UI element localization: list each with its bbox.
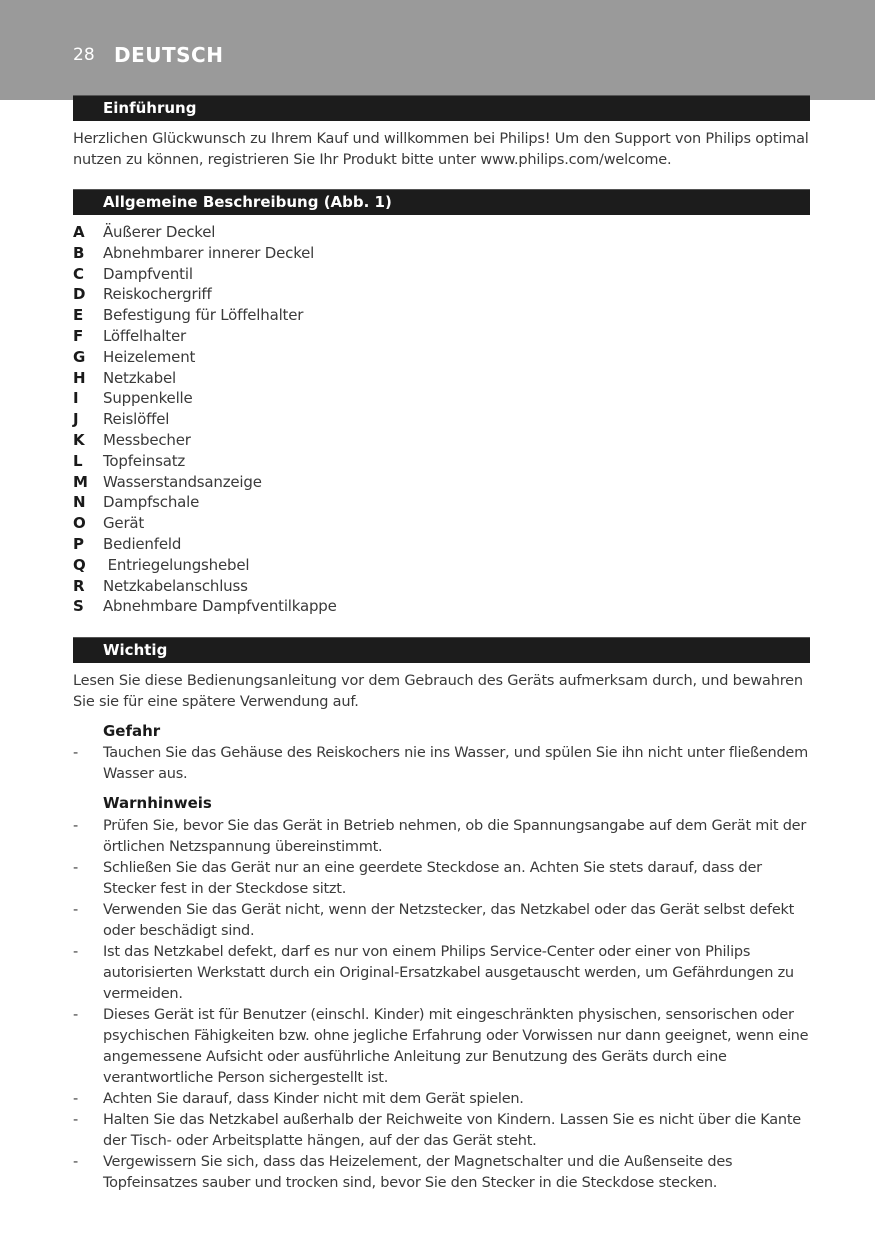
part-item — [73, 388, 573, 409]
part-name: Netzkabelanschluss — [103, 576, 248, 595]
dash-bullet: - — [73, 1091, 78, 1107]
section-header-important — [73, 637, 810, 663]
dash-bullet: - — [73, 1154, 78, 1170]
part-name: Entriegelungshebel — [103, 555, 250, 574]
part-item — [73, 243, 573, 264]
list-item-text: Tauchen Sie das Gehäuse des Reiskochers nie ins Wasser, und spülen Sie ihn nicht unter fließendem Wasser aus. — [103, 745, 808, 782]
part-letter: C — [73, 264, 85, 283]
list-item-text: Halten Sie das Netzkabel außerhalb der Reichweite von Kindern. Lassen Sie es nicht über die Kante der Tisch- oder Arbeitsplatte hängen, auf der das Gerät steht. — [103, 1112, 801, 1149]
part-name: Dampfschale — [103, 493, 200, 512]
list-item-text: Achten Sie darauf, dass Kinder nicht mit dem Gerät spielen. — [103, 1091, 524, 1107]
dash-bullet: - — [73, 1112, 78, 1128]
part-name: Messbecher — [103, 430, 191, 449]
dash-bullet: - — [73, 944, 78, 960]
part-name: Heizelement — [103, 347, 196, 366]
part-item — [73, 430, 573, 451]
part-letter: A — [73, 223, 85, 241]
part-letter: E — [73, 306, 84, 325]
important-paragraph: Lesen Sie diese Bedienungsanleitung vor dem Gebrauch des Geräts aufmerksam durch, und bewahren Sie sie für eine spätere Verwendung auf. — [73, 673, 803, 710]
part-item — [73, 368, 573, 389]
warning-heading: Warnhinweis — [103, 794, 212, 812]
part-item — [73, 284, 573, 305]
part-letter: D — [73, 285, 86, 304]
dash-bullet: - — [73, 860, 78, 876]
part-name: Befestigung für Löffelhalter — [103, 306, 304, 325]
part-letter: L — [73, 451, 83, 470]
part-letter: S — [73, 597, 84, 616]
part-letter: I — [73, 389, 79, 408]
dash-bullet: - — [73, 745, 78, 761]
list-item — [73, 942, 813, 1005]
section-title: Allgemeine Beschreibung (Abb. 1) — [103, 193, 392, 211]
dash-bullet: - — [73, 818, 78, 834]
part-item — [73, 492, 573, 513]
section-header-intro — [73, 95, 810, 121]
part-letter: N — [73, 493, 86, 512]
page-header — [0, 0, 875, 100]
part-item — [73, 305, 573, 326]
part-name: Gerät — [103, 514, 145, 533]
part-letter: Q — [73, 555, 86, 574]
part-item — [73, 326, 573, 347]
part-name: Topfeinsatz — [103, 451, 186, 470]
part-item — [73, 576, 573, 597]
parts-list — [73, 222, 573, 617]
part-name: Äußerer Deckel — [103, 223, 216, 241]
part-name: Dampfventil — [103, 264, 193, 283]
part-letter: B — [73, 243, 85, 262]
part-item — [73, 596, 573, 617]
part-letter: M — [73, 472, 88, 491]
list-item-text: Dieses Gerät ist für Benutzer (einschl. Kinder) mit eingeschränkten physischen, sensorischen oder psychischen Fähigkeiten bzw. ohne jegliche Erfahrung oder Vorwissen nur dann geeignet, wenn eine angemessene Aufsicht oder ausführliche Anleitung zur Benutzung des Geräts durch eine verantwortliche Person sichergestellt ist. — [103, 1007, 809, 1086]
list-item-text: Verwenden Sie das Gerät nicht, wenn der Netzstecker, das Netzkabel oder das Gerät selbst defekt oder beschädigt sind. — [103, 902, 795, 939]
part-name: Suppenkelle — [103, 389, 193, 408]
part-name: Abnehmbarer innerer Deckel — [103, 243, 315, 262]
part-name: Bedienfeld — [103, 534, 182, 553]
list-item — [73, 1152, 813, 1194]
part-name: Reiskochergriff — [103, 285, 212, 304]
part-item — [73, 534, 573, 555]
list-item — [73, 858, 813, 900]
language-heading: DEUTSCH — [114, 43, 224, 67]
list-item — [73, 743, 813, 785]
list-item-text: Vergewissern Sie sich, dass das Heizelement, der Magnetschalter und die Außenseite des Topfeinsatzes sauber und trocken sind, bevor Sie den Stecker in die Steckdose stecken. — [103, 1154, 733, 1191]
part-item — [73, 513, 573, 534]
list-item — [73, 1005, 813, 1089]
part-letter: O — [73, 514, 86, 533]
list-item-text: Prüfen Sie, bevor Sie das Gerät in Betrieb nehmen, ob die Spannungsangabe auf dem Gerät mit der örtlichen Netzspannung übereinstimmt. — [103, 818, 807, 855]
list-item — [73, 900, 813, 942]
part-item — [73, 555, 573, 576]
part-item — [73, 409, 573, 430]
part-letter: H — [73, 368, 86, 387]
part-name: Löffelhalter — [103, 326, 186, 345]
part-name: Abnehmbare Dampfventilkappe — [103, 597, 337, 616]
part-letter: K — [73, 430, 85, 449]
dash-bullet: - — [73, 1007, 78, 1023]
part-letter: P — [73, 534, 84, 553]
warning-list — [73, 816, 813, 1194]
part-item — [73, 264, 573, 285]
part-item — [73, 472, 573, 493]
part-item — [73, 222, 573, 243]
part-letter: R — [73, 576, 85, 595]
part-item — [73, 451, 573, 472]
list-item — [73, 816, 813, 858]
section-title: Wichtig — [103, 641, 168, 659]
danger-heading: Gefahr — [103, 722, 161, 740]
list-item — [73, 1110, 813, 1152]
part-name: Reislöffel — [103, 410, 170, 429]
section-title: Einführung — [103, 99, 197, 117]
part-name: Netzkabel — [103, 368, 176, 387]
list-item-text: Ist das Netzkabel defekt, darf es nur von einem Philips Service-Center oder einer von Philips autorisierten Werkstatt durch ein Original-Ersatzkabel ausgetauscht werden, um Gefährdungen zu vermeiden. — [103, 944, 794, 1002]
part-letter: G — [73, 347, 86, 366]
section-header-description — [73, 189, 810, 215]
part-item — [73, 347, 573, 368]
list-item-text: Schließen Sie das Gerät nur an eine geerdete Steckdose an. Achten Sie stets darauf, dass der Stecker fest in der Steckdose sitzt. — [103, 860, 762, 897]
page-number: 28 — [73, 45, 95, 65]
list-item — [73, 1089, 813, 1110]
part-letter: J — [73, 410, 79, 429]
part-letter: F — [73, 326, 84, 345]
intro-paragraph: Herzlichen Glückwunsch zu Ihrem Kauf und willkommen bei Philips! Um den Support von Philips optimal nutzen zu können, registrieren Sie Ihr Produkt bitte unter www.philips.com/welcome. — [73, 131, 809, 168]
danger-list — [73, 743, 813, 785]
part-name: Wasserstandsanzeige — [103, 472, 262, 491]
dash-bullet: - — [73, 902, 78, 918]
